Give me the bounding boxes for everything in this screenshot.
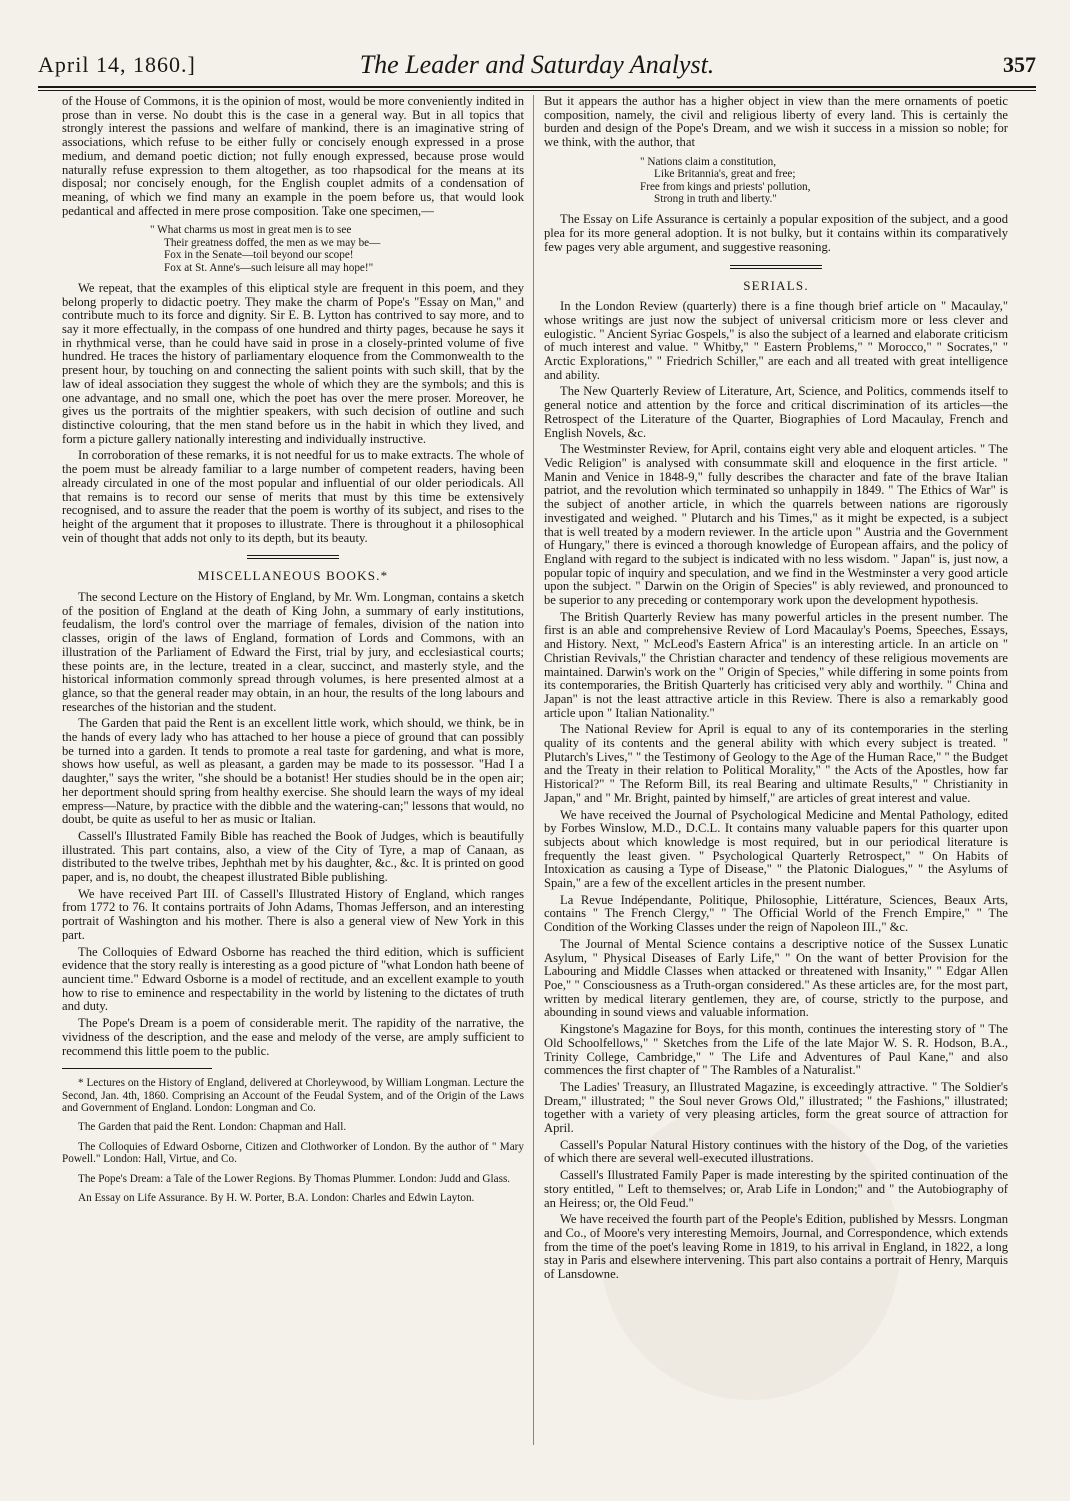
- paragraph: We have received Part III. of Cassell's Illustrated History of England, which ranges from 1772 to 76. It contains portraits of John Adams, Thomas Jefferson, and an interesting portrait of Washington and his mother. There is also a general view of New York in this part.: [62, 886, 524, 942]
- footnote-rule: [62, 1068, 212, 1069]
- paragraph: We have received the Journal of Psychological Medicine and Mental Pathology, edited by Forbes Winslow, M.D., D.C.L. It contains many valuable papers for this quarter upon subjects about which knowledge is most required, but in our periodical literature is frequently the least given. " Psychological Quarterly Retrospect," " On Habits of Intoxication as causing a Type of Disease," " the Platonic Dialogues," " the Asylums of Spain," are a few of the excellent articles in the present number.: [544, 807, 1008, 891]
- paragraph: The Garden that paid the Rent is an excellent little work, which should, we think, be in the hands of every lady who has attached to her house a piece of ground that can possibly be turned into a garden. It tends to promote a real taste for gardening, and what is more, shows how useful, as well as pleasant, a garden may be made to its possessor. "Had I a daughter," says the writer, "she should be a botanist! Her studies should be in the open air; her deportment should spring from healthy exercise. She should learn the ways of my ideal empress—Nature, by practice with the dibble and the watering-can;" lessons that would, no doubt, be quite as useful to her as music or Italian.: [62, 716, 524, 827]
- paragraph: We repeat, that the examples of this eliptical style are frequent in this poem, and they belong properly to didactic poetry. They make the charm of Pope's "Essay on Man," and contribute much to its force and dignity. Sir E. B. Lytton has contrived to say more, and to say it more effectually, in the compass of one hundred and thirty pages, because he says it in rhythmical verse, than he could have said in prose in a closely-printed volume of five hundred. He traces the history of parliamentary eloquence from the Commonwealth to the present hour, by touching on and connecting the salient points with such skill, that by the law of ideal association they suggest the whole of which they are the symbols; and this is one advantage, and no small one, which the poet has over the mere proser. Moreover, he gives us the portraits of the mightier speakers, with such decision of outline and such distinctive colouring, that the men stand before us in the habit in which they lived, and form a picture gallery nationally interesting and individually instructive.: [62, 280, 524, 446]
- section-rule: [247, 555, 339, 559]
- left-column: [62, 95, 524, 1204]
- paragraph: The second Lecture on the History of England, by Mr. Wm. Longman, contains a sketch of the position of England at the death of King John, a summary of early institutions, feudalism, the lord's control over the marriage of females, division of the nation into classes, origin of the laws of England, formation of Lords and Commons, with an illustration of the Parliament of Edward the First, trial by jury, and ecclesiastical courts; these points are, in the lecture, treated in a clear, succinct, and masterly style, and the historical information commonly spread through volumes, is here presented almost at a glance, so that the general reader may obtain, in an hour, the results of the long labours and researches of the historian and the student.: [62, 590, 524, 714]
- footnote: * Lectures on the History of England, delivered at Chorleywood, by William Longman. Lecture the Second, Jan. 4th, 1860. Comprising an Account of the Feudal System, and of the Origin of the Laws and Government of England. London: Longman and Co.: [62, 1077, 524, 1115]
- paragraph: Cassell's Popular Natural History continues with the history of the Dog, of the varieties of which there are several well-executed illustrations.: [544, 1137, 1008, 1166]
- paragraph: But it appears the author has a higher object in view than the mere ornaments of poetic composition, namely, the civil and religious liberty of every land. This is certainly the burden and design of the Pope's Dream, and we wish it success in a mission so noble; for we think, with the author, that: [544, 94, 1008, 150]
- verse-line: " Nations claim a constitution,: [640, 155, 776, 168]
- verse-quote: [62, 224, 524, 274]
- publication-title: The Leader and Saturday Analyst.: [359, 50, 715, 79]
- header-rule: [38, 86, 1036, 88]
- verse-line: Fox at St. Anne's—such leisure all may hope!": [164, 261, 374, 274]
- paragraph: The New Quarterly Review of Literature, Art, Science, and Politics, commends itself to general notice and attention by the force and critical discrimination of its articles—the Retrospect of the Literature of the Quarter, Biographies of Lord Macaulay, French and English Novels, &c.: [544, 384, 1008, 440]
- paragraph: In the London Review (quarterly) there is a fine though brief article on " Macaulay," whose writings are just now the subject of universal criticism more or less clever and eulogistic. " Ancient Syriac Gospels," is also the subject of a learned and elaborate criticism of much interest and value. " Whitby," " Eastern Problems," " Morocco," " Socrates," " Arctic Explorations," " Friedrich Schiller," are each and all treated with great intelligence and ability.: [544, 299, 1008, 382]
- footnote: An Essay on Life Assurance. By H. W. Porter, B.A. London: Charles and Edwin Layton.: [78, 1192, 475, 1205]
- verse-line: Strong in truth and liberty.": [654, 193, 777, 206]
- verse-line: Their greatness doffed, the men as we may be—: [164, 236, 381, 249]
- paragraph: The Westminster Review, for April, contains eight very able and eloquent articles. " The Vedic Religion" is analysed with consummate skill and eloquence in the first article. " Manin and Venice in 1848-9," fully describes the character and fate of the brave Italian patriot, and the revolution which terminated so unhappily in 1849. " The Ethics of War" is the subject of another article, in which the quarrels between nations are rigorously investigated and weighed. " Plutarch and his Times," as it might be expected, is a subject that is well treated by a modern reviewer. In the article upon " Austria and the Government of Hungary," there is evinced a thorough knowledge of European affairs, and the policy of England with regard to the subject is indicated with no less wisdom. " Japan" is, just now, a popular topic of inquiry and speculation, and we find in the Westminster a very good article upon the subject. " Darwin on the Origin of Species" is ably reviewed, and pronounced to be superior to any preceding or contemporary work upon the development hypothesis.: [544, 442, 1008, 608]
- column-divider: [533, 95, 534, 1445]
- paragraph: The Journal of Mental Science contains a descriptive notice of the Sussex Lunatic Asylum, " Physical Diseases of Early Life," " On the want of better Provision for the Labouring and Middle Classes when attacked or threatened with Insanity," " Edgar Allen Poe," " Consciousness as a Truth-organ considered." As these articles are, for the most part, written by medical literary gentlemen, they are, of course, strictly to the purpose, and abounding in sound views and valuable information.: [544, 936, 1008, 1020]
- verse-line: Fox in the Senate—toil beyond our scope!: [164, 249, 354, 262]
- section-title: MISCELLANEOUS BOOKS.*: [197, 568, 389, 584]
- right-column: [544, 95, 1008, 1282]
- paragraph: The Essay on Life Assurance is certainly a popular exposition of the subject, and a good plea for its more general adoption. It is not bulky, but it contains within its comparatively few pages very able argument, and suggestive reasoning.: [544, 212, 1008, 254]
- paragraph: Kingstone's Magazine for Boys, for this month, continues the interesting story of " The Old Schoolfellows," " Sketches from the Life of the late Major W. S. R. Hodson, B.A., Trinity College, Cambridge," " The Life and Adventures of Paul Kane," and also commences the first chapter of " The Rambles of a Naturalist.": [544, 1022, 1008, 1078]
- paragraph: The Colloquies of Edward Osborne has reached the third edition, which is sufficient evidence that the story really is interesting as a good picture of "what London hath beene of auncient time." Edward Osborne is a model of rectitude, and an excellent example to youth how to rise to eminence and respectability in the world by listening to the dictates of truth and duty.: [62, 944, 524, 1014]
- paragraph: Cassell's Illustrated Family Bible has reached the Book of Judges, which is beautifully illustrated. This part contains, also, a view of the City of Tyre, a map of Canaan, as distributed to the twelve tribes, Jephthah met by his daughter, &c., &c. It is printed on good paper, and is, no doubt, the cheapest illustrated Bible publishing.: [62, 828, 524, 885]
- verse-quote: [544, 156, 1008, 206]
- verse-line: " What charms us most in great men is to see: [150, 224, 352, 237]
- paragraph: Cassell's Illustrated Family Paper is made interesting by the spirited continuation of the story entitled, " Left to themselves; or, Arab Life in London;" and " the Autobiography of an Heiress; or, the Old Feud.": [544, 1168, 1008, 1210]
- paragraph: The Ladies' Treasury, an Illustrated Magazine, is exceedingly attractive. " The Soldier's Dream," illustrated; " the Soul never Grows Old," illustrated; " the Fashions," illustrated; together with a variety of very pleasing articles, form the great source of attraction for April.: [544, 1079, 1008, 1136]
- paragraph: In corroboration of these remarks, it is not needful for us to make extracts. The whole of the poem must be already familiar to a large number of competent readers, having been already circulated in one of the most popular and influential of our older periodicals. All that remains is to record our sense of merits that must by this time be extensively recognised, and to assure the reader that the poem is worthy of its subject, and rises to the height of the argument that it proposes to illustrate. There is throughout it a philosophical vein of thought that adds not only to its depth, but its beauty.: [62, 448, 524, 545]
- paragraph: La Revue Indépendante, Politique, Philosophie, Littérature, Sciences, Beaux Arts, contains " The French Clergy," " The Official World of the French Empire," " The Condition of the Working Classes under the reign of Napoleon III.," &c.: [544, 892, 1008, 935]
- paragraph: We have received the fourth part of the People's Edition, published by Messrs. Longman and Co., of Moore's very interesting Memoirs, Journal, and Correspondence, which extends from the time of the poet's leaving Rome in 1819, to his arrival in England, in 1822, a long stay in Paris and elsewhere intervening. This part also contains a portrait of Henry, Marquis of Lansdowne.: [544, 1212, 1008, 1282]
- header-rule-thin: [38, 90, 1036, 91]
- footnotes: [62, 1077, 524, 1204]
- running-head: [38, 52, 1036, 82]
- paragraph: of the House of Commons, it is the opinion of most, would be more conveniently indited in prose than in verse. No doubt this is the case in a general way. But in all topics that strongly interest the passions and welfare of mankind, there is an imaginative string of associations, which refuse to be either fully or concisely enough expressed in a prose medium, and demand poetic diction; not fully enough expressed, because prose would naturally refuse expression to them altogether, as too rhapsodical for the means at its disposal; nor concisely enough, for the English couplet admits of a condensation of meaning, of which we find many an example in the poem before us, that would look pedantical and affected in mere prose composition. Take one specimen,—: [62, 94, 524, 218]
- paragraph: The National Review for April is equal to any of its contemporaries in the sterling quality of its contents and the general ability with which every subject is treated. " Plutarch's Lives," " the Testimony of Geology to the Age of the Human Race," " the Budget and the Treaty in their relation to Political Morality," " the Acts of the Apostles, how far Historical?" " The Reform Bill, its real Bearing and ultimate Results," " Christianity in Japan," and " Mr. Bright, painted by himself," are articles of great interest and value.: [544, 722, 1008, 805]
- section-rule: [730, 265, 822, 269]
- verse-line: Like Britannia's, great and free;: [654, 168, 796, 181]
- issue-date: April 14, 1860.]: [38, 52, 196, 77]
- page-number: 357: [1003, 52, 1036, 77]
- footnote: The Colloquies of Edward Osborne, Citizen and Clothworker of London. By the author of " Mary Powell." London: Hall, Virtue, and Co.: [62, 1140, 524, 1166]
- footnote: The Pope's Dream: a Tale of the Lower Regions. By Thomas Plummer. London: Judd and Glass.: [78, 1172, 511, 1185]
- section-title: SERIALS.: [743, 277, 809, 293]
- paragraph: The Pope's Dream is a poem of considerable merit. The rapidity of the narrative, the vividness of the description, and the ease and melody of the verse, are amply sufficient to recommend this little poem to the public.: [62, 1016, 524, 1058]
- footnote: The Garden that paid the Rent. London: Chapman and Hall.: [78, 1121, 347, 1134]
- verse-line: Free from kings and priests' pollution,: [640, 180, 811, 193]
- paragraph: The British Quarterly Review has many powerful articles in the present number. The first is an able and comprehensive Review of Lord Macaulay's Poems, Speeches, Essays, and History. Next, " McLeod's Eastern Africa" is an interesting article. In an article on " Christian Revivals," the Christian character and tendency of these religious movements are maintained. Darwin's work on the " Origin of Species," while differing in some points from its contemporaries, the British Quarterly has criticised very ably and worthily. " China and Japan" is not the least attractive article in this Review. There is also a remarkably good article upon " Italian Nationality.": [544, 609, 1008, 720]
